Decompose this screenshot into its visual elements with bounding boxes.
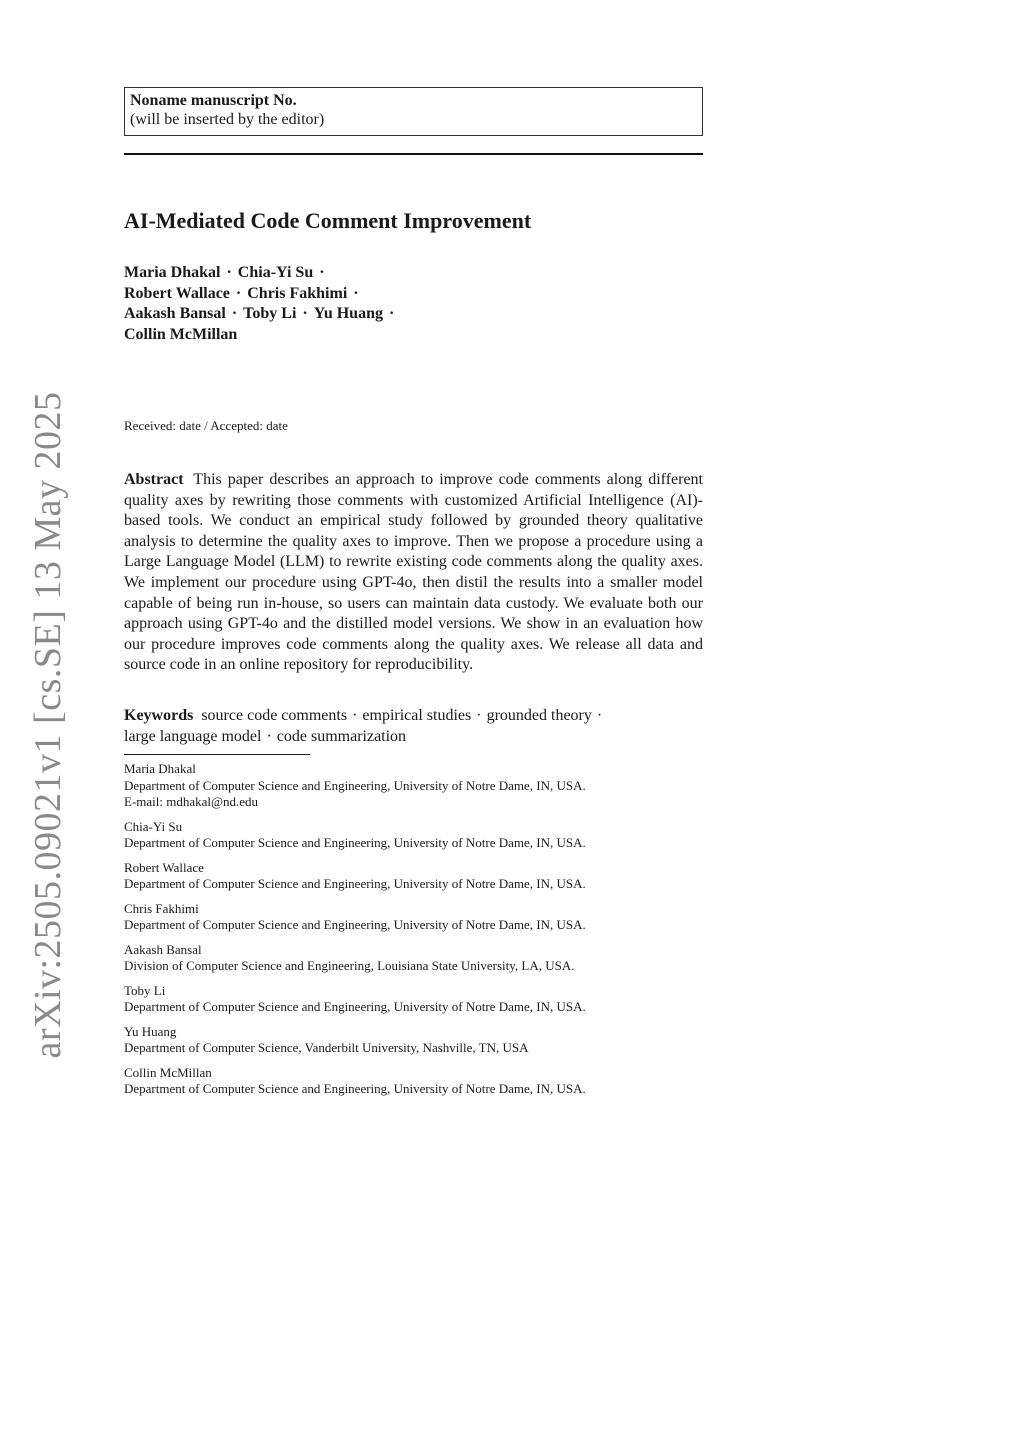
author-name: Yu Huang — [313, 305, 383, 322]
received-accepted-line: Received: date / Accepted: date — [124, 418, 288, 433]
keyword-item: source code comments — [201, 707, 348, 724]
header-rule — [124, 153, 703, 155]
author-line — [124, 284, 400, 305]
keyword-separator: · — [476, 707, 482, 724]
affiliation-author-name: Collin McMillan — [124, 1064, 212, 1080]
affiliation-entry — [124, 983, 724, 1016]
affiliation-entry — [124, 761, 724, 811]
keyword-item: grounded theory — [486, 707, 592, 724]
affiliation-list — [124, 761, 724, 1106]
author-separator: · — [388, 305, 395, 322]
affiliation-department: Department of Computer Science and Engineering, University of Notre Dame, IN, USA. — [124, 777, 586, 793]
author-line — [124, 325, 400, 346]
author-separator: · — [231, 305, 238, 322]
keyword-separator: · — [352, 707, 358, 724]
manuscript-title: Noname manuscript No. — [130, 92, 297, 109]
affiliation-author-name: Toby Li — [124, 982, 166, 998]
affiliation-author-name: Chris Fakhimi — [124, 900, 199, 916]
footnote-rule — [124, 754, 310, 755]
keyword-separator: · — [596, 707, 603, 724]
keyword-item: large language model — [124, 727, 262, 745]
author-separator: · — [226, 264, 232, 281]
paper-title: AI-Mediated Code Comment Improvement — [124, 208, 532, 233]
affiliation-department: Department of Computer Science, Vanderbilt University, Nashville, TN, USA — [124, 1040, 529, 1055]
affiliation-author-name: Yu Huang — [124, 1023, 177, 1039]
affiliation-entry — [124, 942, 724, 975]
affiliation-entry — [124, 860, 724, 893]
abstract — [124, 470, 703, 676]
author-list — [124, 263, 400, 345]
keyword-list — [124, 707, 607, 745]
author-separator: · — [353, 284, 359, 302]
affiliation-entry — [124, 1065, 724, 1098]
abstract-text: This paper describes an approach to improve code comments along different quality axes by rewriting those comments with customized Artificial Intelligence (AI)-based tools. We conduct an empirical study followed by grounded theory qualitative analysis to determine the quality axes to improve. Then we propose a procedure using a Large Language Model (LLM) to rewrite existing code comments along the quality axes. We implement our procedure using GPT-4o, then distil the results into a smaller model capable of being run in-house, so users can maintain data custody. We evaluate both our approach using GPT-4o and the distilled model versions. We show in an evaluation how our procedure improves code comments along the quality axes. We release all data and source code in an online repository for reproducibility. — [124, 471, 703, 674]
abstract-label: Abstract — [124, 471, 184, 488]
affiliation-department: Department of Computer Science and Engineering, University of Notre Dame, IN, USA. — [124, 999, 586, 1014]
author-name: Maria Dhakal — [124, 264, 221, 281]
keywords — [124, 706, 703, 747]
affiliation-author-name: Robert Wallace — [124, 859, 204, 875]
author-separator: · — [235, 284, 242, 302]
arxiv-identifier-stamp: arXiv:2505.09021v1 [cs.SE] 13 May 2025 — [27, 391, 69, 1059]
keywords-label: Keywords — [124, 707, 194, 724]
affiliation-author-name: Maria Dhakal — [124, 761, 196, 776]
affiliation-department: Department of Computer Science and Engineering, University of Notre Dame, IN, USA. — [124, 917, 586, 932]
author-line — [124, 263, 400, 284]
author-separator: · — [302, 305, 308, 322]
affiliation-entry — [124, 901, 724, 934]
affiliation-department: Department of Computer Science and Engineering, University of Notre Dame, IN, USA. — [124, 1081, 586, 1096]
author-name: Aakash Bansal — [124, 305, 226, 322]
keyword-item: empirical studies — [362, 707, 472, 724]
author-separator: · — [319, 264, 325, 281]
affiliation-department: Department of Computer Science and Engineering, University of Notre Dame, IN, USA. — [124, 876, 586, 891]
keyword-separator: · — [266, 727, 272, 745]
author-name: Chia-Yi Su — [237, 264, 314, 281]
affiliation-author-name: Aakash Bansal — [124, 941, 202, 957]
author-name: Collin McMillan — [124, 325, 238, 343]
author-name: Toby Li — [243, 305, 297, 322]
author-line — [124, 304, 400, 325]
affiliation-department: Department of Computer Science and Engineering, University of Notre Dame, IN, USA. — [124, 835, 586, 850]
keyword-item: code summarization — [276, 727, 407, 745]
affiliation-department: Division of Computer Science and Engineering, Louisiana State University, LA, USA. — [124, 958, 575, 973]
author-name: Chris Fakhimi — [247, 284, 348, 302]
affiliation-entry — [124, 1024, 724, 1057]
manuscript-note: (will be inserted by the editor) — [130, 111, 325, 128]
author-name: Robert Wallace — [124, 284, 230, 302]
affiliation-author-name: Chia-Yi Su — [124, 818, 183, 834]
manuscript-box — [124, 87, 703, 136]
affiliation-entry — [124, 819, 724, 852]
affiliation-email: E-mail: mdhakal@nd.edu — [124, 794, 258, 809]
